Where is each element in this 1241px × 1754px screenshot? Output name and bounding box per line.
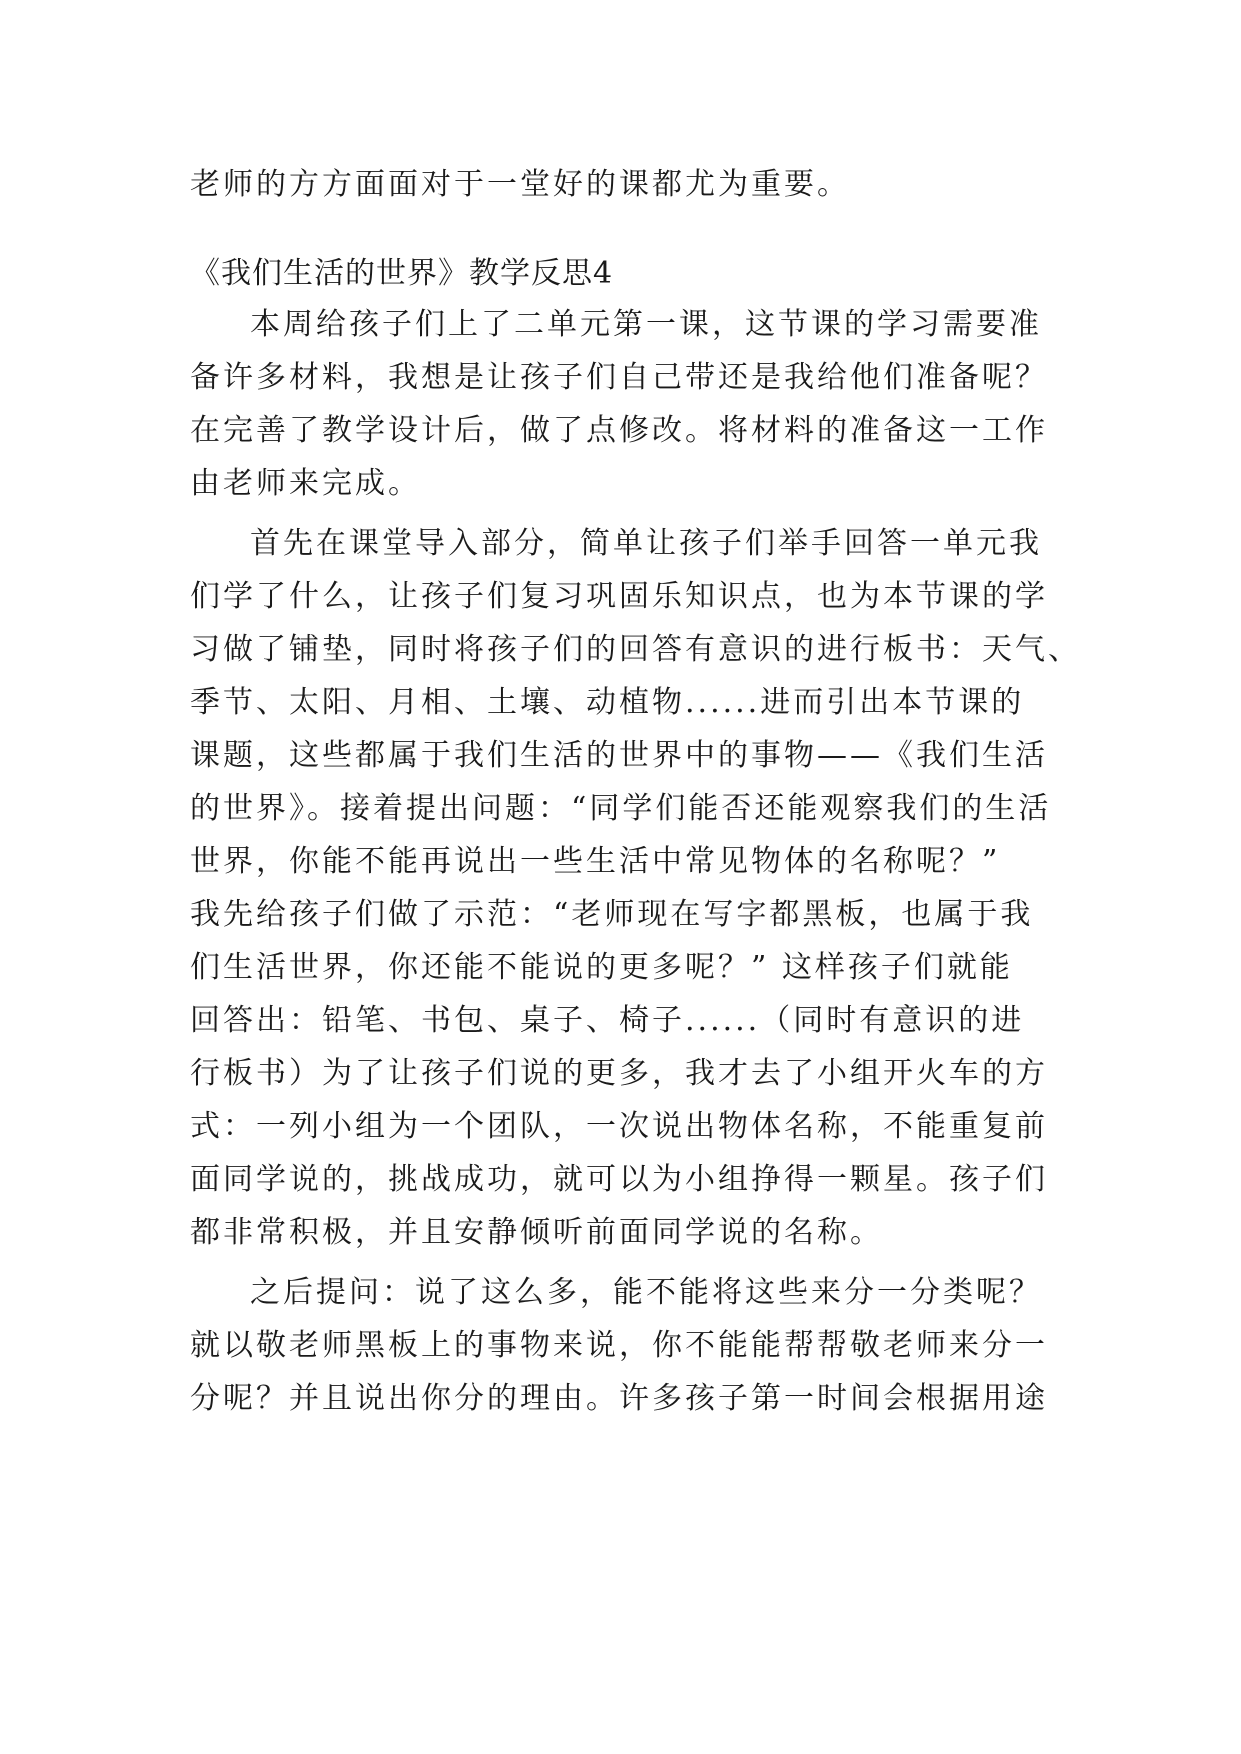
- text-line: 世界，你能不能再说出一些生活中常见物体的名称呢？”: [190, 844, 1001, 879]
- text-line: 老师的方方面面对于一堂好的课都尤为重要。: [190, 167, 850, 202]
- text-line: 我先给孩子们做了示范：“老师现在写字都黑板，也属于我: [190, 897, 1034, 932]
- text-line: 分呢？并且说出你分的理由。许多孩子第一时间会根据用途: [190, 1381, 1048, 1416]
- text-line: 式：一列小组为一个团队，一次说出物体名称，不能重复前: [190, 1109, 1048, 1144]
- text-line: 面同学说的，挑战成功，就可以为小组挣得一颗星。孩子们: [190, 1162, 1048, 1197]
- text-line: 就以敬老师黑板上的事物来说，你不能能帮帮敬老师来分一: [190, 1328, 1048, 1363]
- text-line: 季节、太阳、月相、土壤、动植物......进而引出本节课的: [190, 685, 1025, 720]
- paragraph-first-line: 本周给孩子们上了二单元第一课，这节课的学习需要准: [250, 307, 1042, 342]
- text-line: 回答出：铅笔、书包、桌子、椅子......（同时有意识的进: [190, 1003, 1025, 1038]
- text-line: 课题，这些都属于我们生活的世界中的事物——《我们生活: [190, 738, 1048, 773]
- text-line: 的世界》。接着提出问题：“同学们能否还能观察我们的生活: [190, 791, 1052, 826]
- text-line: 们生活世界，你还能不能说的更多呢？” 这样孩子们就能: [190, 950, 1013, 985]
- text-line: 习做了铺垫，同时将孩子们的回答有意识的进行板书：天气、: [190, 632, 1081, 667]
- text-line: 都非常积极，并且安静倾听前面同学说的名称。: [190, 1215, 883, 1250]
- paragraph-first-line: 首先在课堂导入部分，简单让孩子们举手回答一单元我: [250, 526, 1042, 561]
- text-line: 由老师来完成。: [190, 466, 421, 501]
- paragraph-first-line: 之后提问：说了这么多，能不能将这些来分一分类呢？: [250, 1275, 1042, 1310]
- text-line: 行板书）为了让孩子们说的更多，我才去了小组开火车的方: [190, 1056, 1048, 1091]
- text-line: 在完善了教学设计后，做了点修改。将材料的准备这一工作: [190, 413, 1048, 448]
- text-line: 备许多材料，我想是让孩子们自己带还是我给他们准备呢？: [190, 360, 1048, 395]
- section-heading: 《我们生活的世界》教学反思4: [190, 256, 614, 291]
- text-line: 们学了什么，让孩子们复习巩固乐知识点，也为本节课的学: [190, 579, 1048, 614]
